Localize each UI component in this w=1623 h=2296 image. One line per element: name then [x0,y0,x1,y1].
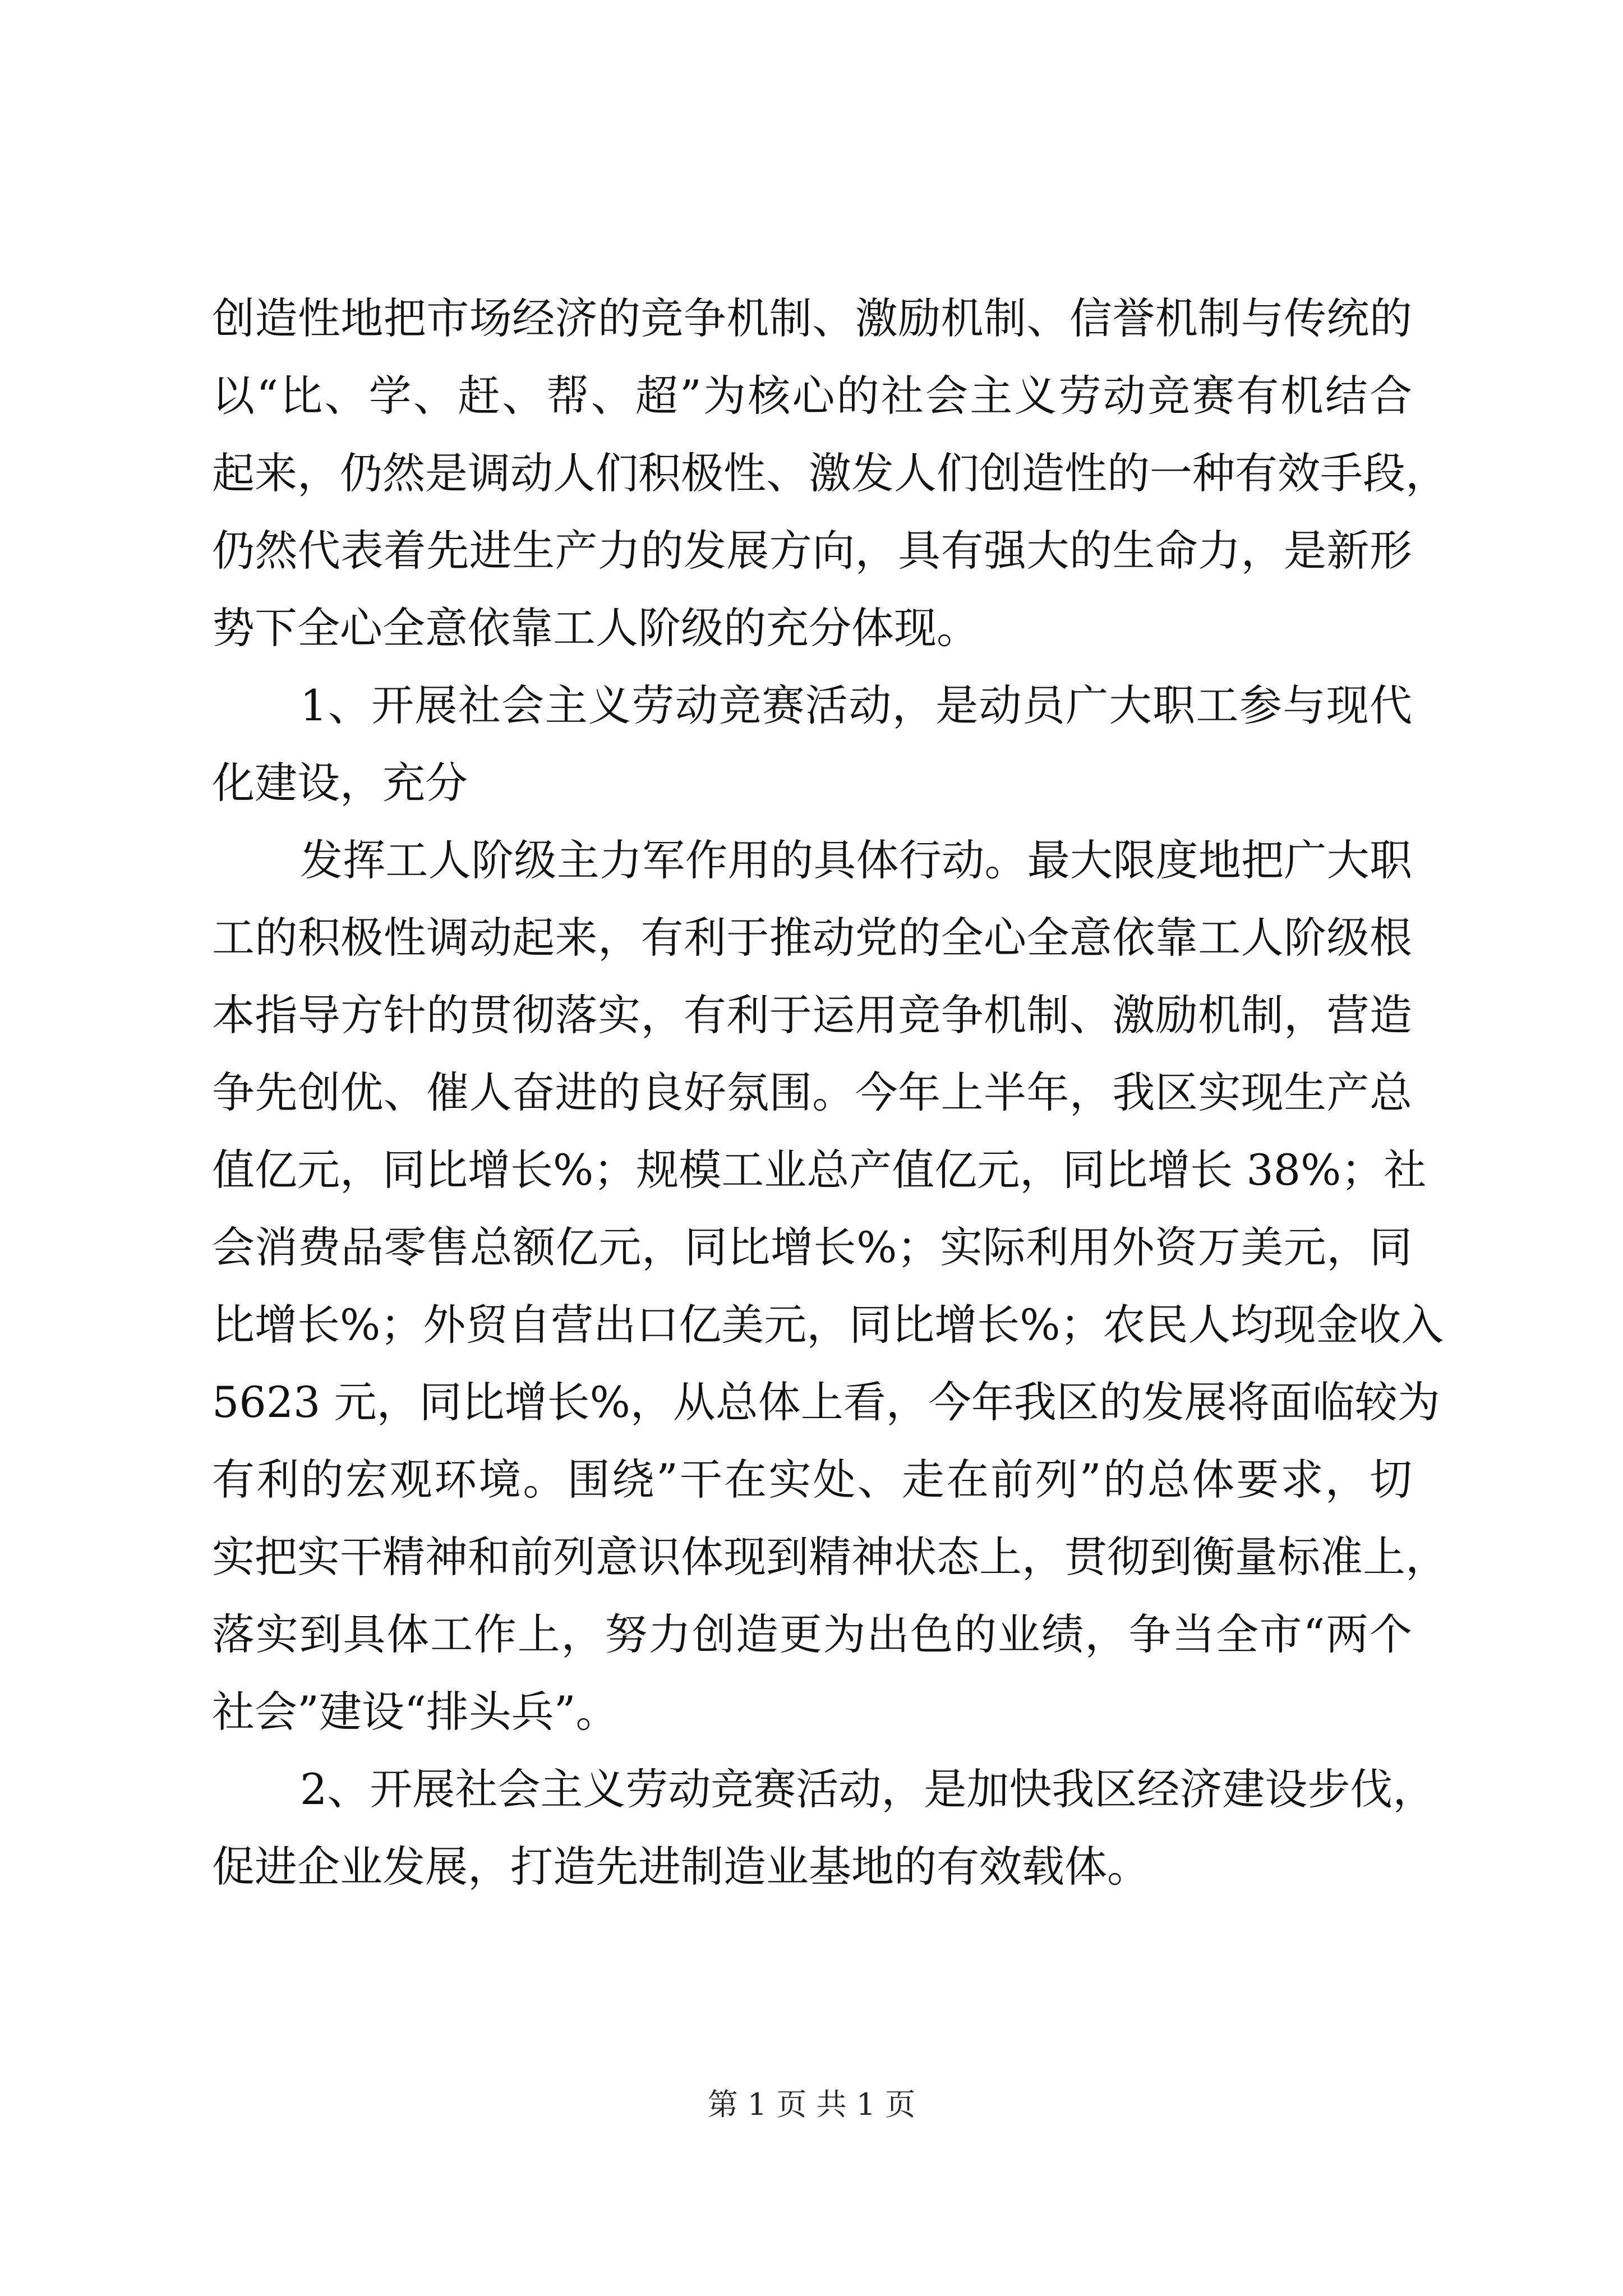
paragraph-3-line-2: 工的积极性调动起来，有利于推动党的全心全意依靠工人阶级根 [212,913,1412,963]
paragraph-4-line-2: 促进企业发展，打造先进制造业基地的有效载体。 [212,1842,1150,1892]
paragraph-3-line-4: 争先创优、催人奋进的良好氛围。今年上半年，我区实现生产总 [212,1068,1412,1117]
paragraph-1-line-4: 仍然代表着先进生产力的发展方向，具有强大的生命力，是新形 [212,526,1412,576]
paragraph-3-line-12: 社会”建设“排头兵”。 [212,1687,619,1737]
paragraph-2-line-1: 1、开展社会主义劳动竞赛活动，是动员广大职工参与现代 [300,680,1412,730]
paragraph-3-line-7: 比增长%；外贸自营出口亿美元，同比增长%；农民人均现金收入 [212,1300,1444,1350]
paragraph-2-line-2: 化建设，充分 [212,758,468,808]
paragraph-3-line-5: 值亿元，同比增长%；规模工业总产值亿元，同比增长 38%；社 [212,1145,1427,1195]
paragraph-1-line-1: 创造性地把市场经济的竞争机制、激励机制、信誉机制与传统的 [212,293,1412,343]
paragraph-3-line-1: 发挥工人阶级主力军作用的具体行动。最大限度地把广大职 [300,835,1412,885]
paragraph-3-line-11: 落实到具体工作上，努力创造更为出色的业绩，争当全市“两个 [212,1609,1412,1659]
paragraph-1-line-2: 以“比、学、赶、帮、超”为核心的社会主义劳动竞赛有机结合 [212,371,1412,421]
paragraph-3-line-8: 5623 元，同比增长%，从总体上看，今年我区的发展将面临较为 [212,1377,1440,1427]
page-footer: 第 1 页 共 1 页 [707,2087,916,2122]
paragraph-1-line-3: 起来，仍然是调动人们积极性、激发人们创造性的一种有效手段， [212,448,1448,498]
paragraph-1-line-5: 势下全心全意依靠工人阶级的充分体现。 [212,603,979,653]
paragraph-3-line-9: 有利的宏观环境。围绕”干在实处、走在前列”的总体要求，切 [212,1455,1412,1504]
paragraph-3-line-6: 会消费品零售总额亿元，同比增长%；实际利用外资万美元，同 [212,1222,1412,1272]
paragraph-3-line-10: 实把实干精神和前列意识体现到精神状态上，贯彻到衡量标准上， [212,1532,1448,1582]
paragraph-4-line-1: 2、开展社会主义劳动竞赛活动，是加快我区经济建设步伐， [300,1764,1436,1814]
paragraph-3-line-3: 本指导方针的贯彻落实，有利于运用竞争机制、激励机制，营造 [212,990,1412,1040]
